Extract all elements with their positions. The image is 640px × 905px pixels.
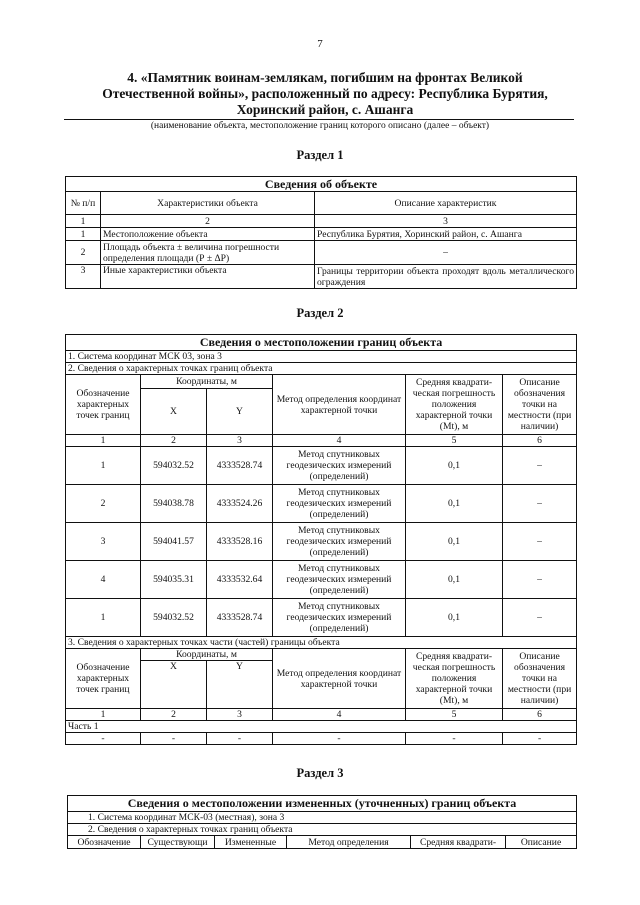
section3-heading: Раздел 3: [296, 766, 344, 780]
point-y: 4333528.74: [207, 447, 273, 485]
index-cell: 3: [207, 709, 273, 721]
point-x: 594032.52: [141, 599, 207, 637]
row-number: 2: [66, 241, 101, 265]
part-cell: -: [207, 733, 273, 745]
point-description-header: Описание обозначения точки на местности (при наличии): [503, 375, 577, 435]
point-mt: 0,1: [406, 523, 503, 561]
index-cell: 5: [406, 435, 503, 447]
x-header: X: [141, 389, 207, 435]
row-characteristic: Иные характеристики объекта: [101, 265, 315, 289]
point-label: 4: [66, 561, 141, 599]
mt-error-header: Средняя квадрати-ческая погрешность положения характерной точки (Mt), м: [406, 649, 503, 709]
point-method: Метод спутниковых геодезических измерений (определений): [273, 485, 406, 523]
mt-error-header: Средняя квадрати-ческая погрешность положения характерной точки (Mt), м: [406, 375, 503, 435]
point-label: 3: [66, 523, 141, 561]
row-number: 1: [66, 228, 101, 241]
y-header: Y: [207, 661, 273, 709]
part-cell: -: [141, 733, 207, 745]
section2-heading: Раздел 2: [296, 306, 344, 320]
method-header: Метод определения координат характерной точки: [273, 375, 406, 435]
point-description: –: [503, 599, 577, 637]
index-cell: 6: [503, 435, 577, 447]
point-description-header: Описание обозначения точки на местности (при наличии): [503, 649, 577, 709]
object-info-title: Сведения об объекте: [66, 177, 577, 192]
part-cell: -: [406, 733, 503, 745]
index-cell: 2: [101, 215, 315, 228]
table-row: [66, 561, 577, 599]
point-y: 4333532.64: [207, 561, 273, 599]
page-number: 7: [317, 38, 323, 50]
index-cell: 5: [406, 709, 503, 721]
index-cell: 1: [66, 215, 101, 228]
existing-coords-header: Существующи: [141, 836, 215, 849]
point-label: 2: [66, 485, 141, 523]
table-row: [66, 523, 577, 561]
point-mt: 0,1: [406, 447, 503, 485]
coordinates-header: Координаты, м: [141, 649, 273, 661]
table-row: [66, 241, 577, 265]
point-x: 594032.52: [141, 447, 207, 485]
index-cell: 3: [315, 215, 577, 228]
row-characteristic: Площадь объекта ± величина погрешности определения площади (Р ± ΔР): [101, 241, 315, 265]
point-y: 4333528.74: [207, 599, 273, 637]
row-description: Границы территории объекта проходят вдоль металлического ограждения: [315, 265, 577, 289]
method-header: Метод определения координат характерной точки: [273, 649, 406, 709]
row-number: 3: [66, 265, 101, 289]
row-description: Республика Бурятия, Хоринский район, с. Ашанга: [315, 228, 577, 241]
point-method: Метод спутниковых геодезических измерений (определений): [273, 561, 406, 599]
point-description: –: [503, 523, 577, 561]
point-description: –: [503, 485, 577, 523]
table-row: [66, 265, 577, 289]
title-caption: (наименование объекта, местоположение границ которого описано (далее – объект): [150, 121, 490, 131]
col-characteristic-header: Характеристики объекта: [101, 192, 315, 215]
table-row: [66, 447, 577, 485]
changed-coords-header: Измененные: [215, 836, 287, 849]
point-mt: 0,1: [406, 599, 503, 637]
points-info-line: 2. Сведения о характерных точках границ объекта: [68, 824, 577, 836]
part-points-line: 3. Сведения о характерных точках части (частей) границы объекта: [66, 637, 577, 649]
point-description-header: Описание: [506, 836, 577, 849]
boundary-table-title: Сведения о местоположении границ объекта: [66, 335, 577, 351]
coord-system-line: 1. Система координат МСК 03, зона 3: [66, 351, 577, 363]
point-description: –: [503, 447, 577, 485]
x-header: X: [141, 661, 207, 709]
document-title: 4. «Памятник воинам-землякам, погибшим на фронтах Великой Отечественной войны», расположенный по адресу: Республика Бурятия, Хоринский район, с. Ашанга: [102, 70, 548, 117]
title-underline: [64, 119, 574, 120]
index-cell: 4: [273, 709, 406, 721]
point-label-header: Обозначение характерных точек границ: [66, 375, 141, 435]
coord-system-line: 1. Система координат МСК-03 (местная), зона 3: [68, 812, 577, 824]
point-method: Метод спутниковых геодезических измерений (определений): [273, 447, 406, 485]
part-label: Часть 1: [66, 721, 577, 733]
row-description: –: [315, 241, 577, 265]
point-x: 594041.57: [141, 523, 207, 561]
index-cell: 1: [66, 435, 141, 447]
changed-table-title: Сведения о местоположении измененных (уточненных) границ объекта: [68, 796, 577, 812]
col-description-header: Описание характеристик: [315, 192, 577, 215]
index-cell: 2: [141, 709, 207, 721]
changed-boundaries-table: [67, 795, 577, 849]
method-header: Метод определения: [287, 836, 411, 849]
index-cell: 1: [66, 709, 141, 721]
part-cell: -: [503, 733, 577, 745]
point-mt: 0,1: [406, 561, 503, 599]
point-label-header: Обозначение характерных точек границ: [66, 649, 141, 709]
point-description: –: [503, 561, 577, 599]
point-y: 4333524.26: [207, 485, 273, 523]
col-number-header: № п/п: [66, 192, 101, 215]
part-cell: -: [66, 733, 141, 745]
index-cell: 6: [503, 709, 577, 721]
points-info-line: 2. Сведения о характерных точках границ объекта: [66, 363, 577, 375]
point-label: 1: [66, 447, 141, 485]
part-cell: -: [273, 733, 406, 745]
boundary-location-table: [65, 334, 577, 745]
point-y: 4333528.16: [207, 523, 273, 561]
section1-heading: Раздел 1: [296, 148, 344, 162]
table-row: [66, 733, 577, 745]
point-label: 1: [66, 599, 141, 637]
point-x: 594038.78: [141, 485, 207, 523]
table-row: [66, 228, 577, 241]
index-cell: 4: [273, 435, 406, 447]
table-row: [66, 599, 577, 637]
index-cell: 2: [141, 435, 207, 447]
point-method: Метод спутниковых геодезических измерений (определений): [273, 523, 406, 561]
point-method: Метод спутниковых геодезических измерений (определений): [273, 599, 406, 637]
mt-error-header: Средняя квадрати-: [411, 836, 506, 849]
point-label-header: Обозначение: [68, 836, 141, 849]
row-characteristic: Местоположение объекта: [101, 228, 315, 241]
table-row: [66, 485, 577, 523]
object-info-table: [65, 176, 577, 289]
point-mt: 0,1: [406, 485, 503, 523]
y-header: Y: [207, 389, 273, 435]
point-x: 594035.31: [141, 561, 207, 599]
coordinates-header: Координаты, м: [141, 375, 273, 389]
index-cell: 3: [207, 435, 273, 447]
